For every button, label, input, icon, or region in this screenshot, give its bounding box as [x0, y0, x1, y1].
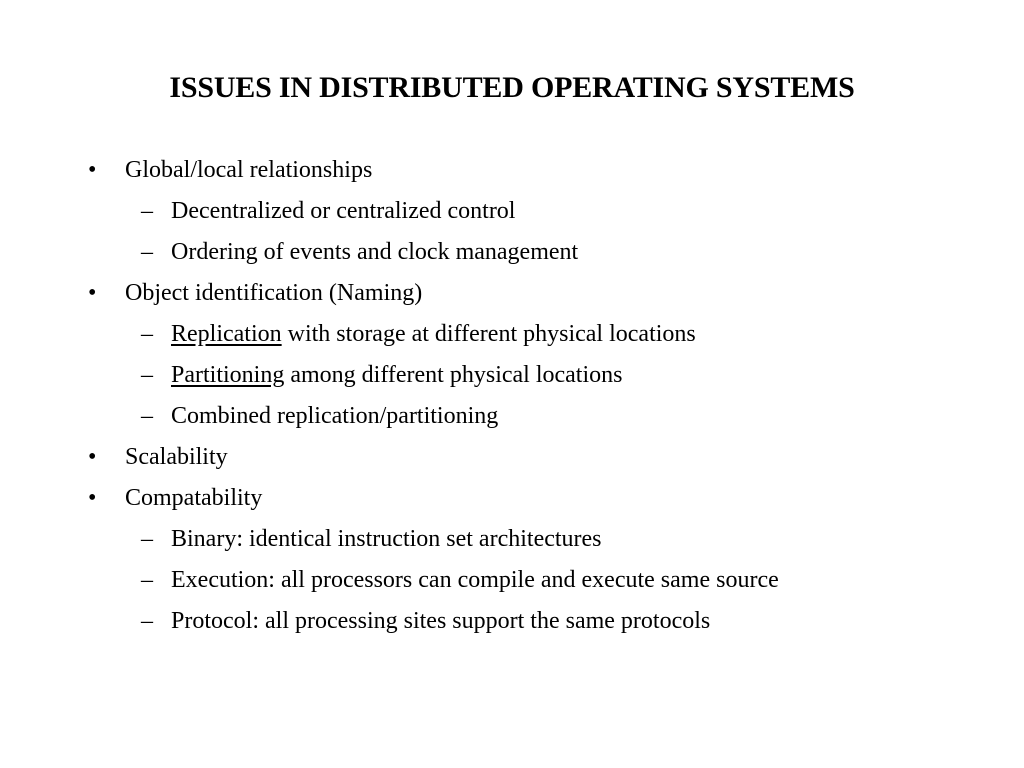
bullet-item	[0, 437, 1024, 478]
sub-bullet-text: Ordering of events and clock management	[171, 239, 579, 265]
bullet-marker: •	[88, 485, 97, 511]
dash-marker: –	[141, 526, 153, 552]
bullet-item	[0, 273, 1024, 314]
sub-bullet-text: Execution: all processors can compile and execute same source	[171, 567, 779, 593]
dash-marker: –	[141, 239, 153, 265]
bullet-list	[0, 150, 1024, 642]
sub-bullet-item	[0, 191, 1024, 232]
underlined-term: Replication	[171, 321, 282, 347]
sub-bullet-text: Decentralized or centralized control	[171, 198, 516, 224]
bullet-text: Compatability	[125, 485, 263, 511]
sub-bullet-item	[0, 232, 1024, 273]
dash-marker: –	[141, 321, 153, 347]
sub-bullet-item	[0, 601, 1024, 642]
dash-marker: –	[141, 198, 153, 224]
sub-bullet-item	[0, 519, 1024, 560]
sub-bullet-item	[0, 355, 1024, 396]
sub-bullet-item	[0, 396, 1024, 437]
sub-bullet-rest: among different physical locations	[284, 362, 623, 388]
sub-bullet-text	[171, 314, 696, 355]
slide-title: ISSUES IN DISTRIBUTED OPERATING SYSTEMS	[169, 71, 855, 104]
bullet-text: Scalability	[125, 444, 228, 470]
bullet-text: Object identification (Naming)	[125, 280, 423, 306]
dash-marker: –	[141, 567, 153, 593]
bullet-text: Global/local relationships	[125, 157, 373, 183]
sub-bullet-item	[0, 560, 1024, 601]
bullet-marker: •	[88, 444, 97, 470]
bullet-marker: •	[88, 280, 97, 306]
dash-marker: –	[141, 608, 153, 634]
dash-marker: –	[141, 362, 153, 388]
sub-bullet-text: Binary: identical instruction set architectures	[171, 526, 602, 552]
dash-marker: –	[141, 403, 153, 429]
bullet-item	[0, 478, 1024, 519]
bullet-marker: •	[88, 157, 97, 183]
sub-bullet-text: Combined replication/partitioning	[171, 403, 499, 429]
underlined-term: Partitioning	[171, 362, 285, 388]
bullet-item	[0, 150, 1024, 191]
sub-bullet-text: Protocol: all processing sites support the same protocols	[171, 608, 711, 634]
sub-bullet-text	[171, 355, 622, 396]
sub-bullet-item	[0, 314, 1024, 355]
sub-bullet-rest: with storage at different physical locations	[281, 321, 696, 347]
